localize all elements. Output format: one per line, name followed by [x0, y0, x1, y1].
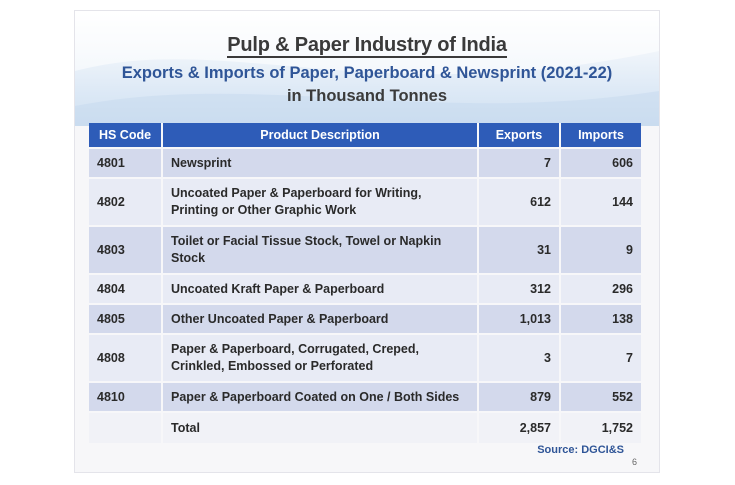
cell-exports: 3 — [479, 335, 561, 381]
source-note: Source: DGCI&S — [537, 444, 624, 456]
page-subtitle: Exports & Imports of Paper, Paperboard & Newsprint (2021-22) — [121, 64, 613, 82]
cell-description: Uncoated Paper & Paperboard for Writing, Printing or Other Graphic Work — [163, 179, 479, 225]
header-exports: Exports — [479, 123, 561, 147]
trade-table — [89, 121, 641, 445]
cell-total-exports: 2,857 — [479, 413, 561, 443]
slide — [74, 10, 660, 473]
cell-exports: 31 — [479, 227, 561, 273]
cell-imports: 144 — [561, 179, 641, 225]
table-row — [89, 149, 641, 177]
cell-description: Toilet or Facial Tissue Stock, Towel or Napkin Stock — [163, 227, 479, 273]
cell-description: Paper & Paperboard Coated on One / Both Sides — [163, 383, 479, 411]
cell-code: 4802 — [89, 179, 163, 225]
table-header-row — [89, 123, 641, 147]
header-hs-code: HS Code — [89, 123, 163, 147]
cell-imports: 138 — [561, 305, 641, 333]
cell-description: Paper & Paperboard, Corrugated, Creped, Crinkled, Embossed or Perforated — [163, 335, 479, 381]
cell-exports: 1,013 — [479, 305, 561, 333]
cell-imports: 606 — [561, 149, 641, 177]
page-title — [75, 34, 659, 57]
cell-code — [89, 413, 163, 443]
cell-imports: 296 — [561, 275, 641, 303]
cell-total-imports: 1,752 — [561, 413, 641, 443]
header-description: Product Description — [163, 123, 479, 147]
cell-imports: 552 — [561, 383, 641, 411]
cell-exports: 879 — [479, 383, 561, 411]
cell-imports: 7 — [561, 335, 641, 381]
cell-code: 4810 — [89, 383, 163, 411]
table-row — [89, 383, 641, 411]
page-number: 6 — [631, 457, 637, 467]
cell-total-label: Total — [163, 413, 479, 443]
table-row — [89, 335, 641, 381]
unit-line: in Thousand Tonnes — [286, 87, 448, 105]
cell-imports: 9 — [561, 227, 641, 273]
cell-description: Uncoated Kraft Paper & Paperboard — [163, 275, 479, 303]
table-row — [89, 227, 641, 273]
page-title-text: Pulp & Paper Industry of India — [227, 34, 507, 56]
table-total-row — [89, 413, 641, 443]
cell-code: 4804 — [89, 275, 163, 303]
cell-code: 4803 — [89, 227, 163, 273]
table-row — [89, 179, 641, 225]
cell-code: 4805 — [89, 305, 163, 333]
cell-exports: 312 — [479, 275, 561, 303]
cell-code: 4801 — [89, 149, 163, 177]
cell-code: 4808 — [89, 335, 163, 381]
cell-description: Newsprint — [163, 149, 479, 177]
cell-exports: 612 — [479, 179, 561, 225]
cell-description: Other Uncoated Paper & Paperboard — [163, 305, 479, 333]
header-imports: Imports — [561, 123, 641, 147]
table-row — [89, 275, 641, 303]
cell-exports: 7 — [479, 149, 561, 177]
table-row — [89, 305, 641, 333]
